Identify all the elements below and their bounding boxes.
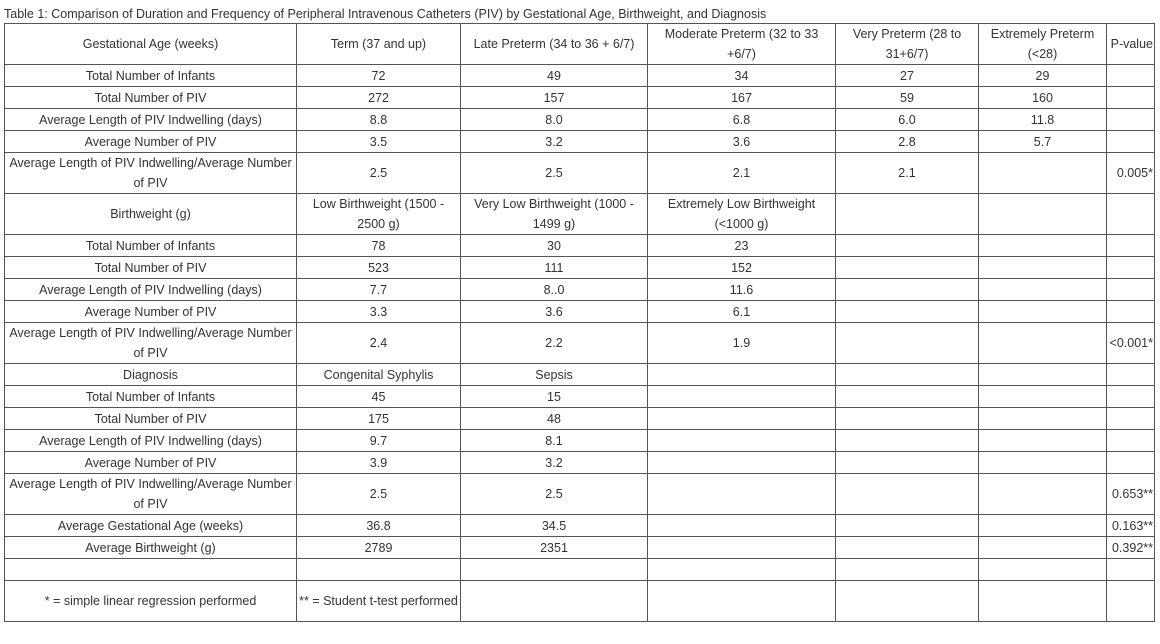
table-cell <box>648 452 836 474</box>
table-cell: Extremely Preterm (<28) <box>979 24 1107 65</box>
table-cell: 5.7 <box>979 131 1107 153</box>
table-row <box>5 194 1155 235</box>
table-cell: 11.6 <box>648 279 836 301</box>
table-cell: 2.5 <box>461 153 648 194</box>
table-row <box>5 581 1155 622</box>
table-cell <box>979 364 1107 386</box>
table-cell: Very Preterm (28 to 31+6/7) <box>836 24 979 65</box>
table-cell <box>648 515 836 537</box>
table-cell: 48 <box>461 408 648 430</box>
table-row <box>5 153 1155 194</box>
table-cell: 3.6 <box>461 301 648 323</box>
table-cell <box>836 194 979 235</box>
table-cell: 7.7 <box>297 279 461 301</box>
table-cell: Sepsis <box>461 364 648 386</box>
table-cell: 6.8 <box>648 109 836 131</box>
table-row <box>5 131 1155 153</box>
table-cell: 2.8 <box>836 131 979 153</box>
table-cell <box>979 386 1107 408</box>
table-row <box>5 301 1155 323</box>
table-cell <box>648 364 836 386</box>
table-cell <box>979 194 1107 235</box>
row-label-cell: * = simple linear regression performed <box>5 581 297 622</box>
p-value-cell: 0.392** <box>1107 537 1155 559</box>
table-cell: 3.6 <box>648 131 836 153</box>
table-cell: 3.5 <box>297 131 461 153</box>
table-body <box>5 24 1155 622</box>
row-label-cell: Average Number of PIV <box>5 131 297 153</box>
table-cell: 23 <box>648 235 836 257</box>
table-cell <box>297 559 461 581</box>
table-cell <box>836 235 979 257</box>
table-cell: 175 <box>297 408 461 430</box>
row-label-cell: Average Length of PIV Indwelling/Average Number of PIV <box>5 323 297 364</box>
table-cell: 3.3 <box>297 301 461 323</box>
table-row <box>5 537 1155 559</box>
table-cell: 3.9 <box>297 452 461 474</box>
table-cell: 78 <box>297 235 461 257</box>
table-cell: 49 <box>461 65 648 87</box>
table-cell: 30 <box>461 235 648 257</box>
table-cell <box>648 537 836 559</box>
table-cell: 6.1 <box>648 301 836 323</box>
table-cell: 2789 <box>297 537 461 559</box>
table-cell <box>836 279 979 301</box>
table-row <box>5 430 1155 452</box>
table-cell: ** = Student t-test performed <box>297 581 461 622</box>
table-cell <box>836 408 979 430</box>
table-cell <box>836 581 979 622</box>
table-cell <box>461 559 648 581</box>
row-label-cell: Average Length of PIV Indwelling/Average Number of PIV <box>5 474 297 515</box>
table-cell <box>836 257 979 279</box>
table-cell <box>836 474 979 515</box>
p-value-cell <box>1107 109 1155 131</box>
table-cell <box>979 452 1107 474</box>
table-cell <box>836 301 979 323</box>
p-value-cell <box>1107 364 1155 386</box>
row-label-cell: Total Number of PIV <box>5 257 297 279</box>
row-label-cell: Gestational Age (weeks) <box>5 24 297 65</box>
table-cell <box>836 559 979 581</box>
p-value-cell <box>1107 235 1155 257</box>
table-cell <box>979 323 1107 364</box>
p-value-cell <box>1107 131 1155 153</box>
row-label-cell: Average Number of PIV <box>5 301 297 323</box>
table-cell: 111 <box>461 257 648 279</box>
table-cell <box>979 279 1107 301</box>
p-value-cell: <0.001* <box>1107 323 1155 364</box>
table-cell: 59 <box>836 87 979 109</box>
table-cell <box>648 386 836 408</box>
table-cell: 8.1 <box>461 430 648 452</box>
table-cell: 2.5 <box>297 474 461 515</box>
row-label-cell: Total Number of Infants <box>5 65 297 87</box>
table-cell: 34.5 <box>461 515 648 537</box>
table-cell <box>836 430 979 452</box>
table-cell <box>979 430 1107 452</box>
table-caption: Table 1: Comparison of Duration and Frequency of Peripheral Intravenous Catheters (PIV) by Gestational Age, Birthweight, and Diagnosis <box>4 7 767 21</box>
table-cell: 8..0 <box>461 279 648 301</box>
table-cell: 9.7 <box>297 430 461 452</box>
row-label-cell: Total Number of PIV <box>5 87 297 109</box>
table-row <box>5 235 1155 257</box>
table-cell: 15 <box>461 386 648 408</box>
table-cell <box>648 559 836 581</box>
table-cell: 2.2 <box>461 323 648 364</box>
table-cell: 2.1 <box>836 153 979 194</box>
table-cell: 8.8 <box>297 109 461 131</box>
table-cell: 152 <box>648 257 836 279</box>
table-cell <box>979 559 1107 581</box>
table-row <box>5 559 1155 581</box>
table-cell <box>648 408 836 430</box>
p-value-cell <box>1107 257 1155 279</box>
table-cell <box>648 581 836 622</box>
table-cell <box>979 235 1107 257</box>
p-value-cell: 0.653** <box>1107 474 1155 515</box>
table-row <box>5 65 1155 87</box>
table-row <box>5 515 1155 537</box>
table-cell <box>836 386 979 408</box>
p-value-cell: P-value <box>1107 24 1155 65</box>
table-row <box>5 24 1155 65</box>
row-label-cell: Average Length of PIV Indwelling (days) <box>5 279 297 301</box>
table-cell: Late Preterm (34 to 36 + 6/7) <box>461 24 648 65</box>
row-label-cell: Diagnosis <box>5 364 297 386</box>
row-label-cell: Total Number of Infants <box>5 386 297 408</box>
table-cell: 3.2 <box>461 131 648 153</box>
table-cell: 167 <box>648 87 836 109</box>
p-value-cell <box>1107 279 1155 301</box>
table-cell: 1.9 <box>648 323 836 364</box>
p-value-cell <box>1107 452 1155 474</box>
table-cell <box>979 257 1107 279</box>
table-cell: 72 <box>297 65 461 87</box>
table-cell: 6.0 <box>836 109 979 131</box>
p-value-cell <box>1107 87 1155 109</box>
table-cell: 157 <box>461 87 648 109</box>
row-label-cell: Average Length of PIV Indwelling (days) <box>5 430 297 452</box>
table-cell: 2.5 <box>297 153 461 194</box>
row-label-cell: Average Length of PIV Indwelling (days) <box>5 109 297 131</box>
table-cell: 2351 <box>461 537 648 559</box>
row-label-cell: Average Gestational Age (weeks) <box>5 515 297 537</box>
table-row <box>5 364 1155 386</box>
table-cell: Moderate Preterm (32 to 33 +6/7) <box>648 24 836 65</box>
p-value-cell: 0.163** <box>1107 515 1155 537</box>
table-row <box>5 452 1155 474</box>
table-cell: 29 <box>979 65 1107 87</box>
piv-comparison-table <box>4 23 1155 622</box>
table-cell <box>979 537 1107 559</box>
row-label-cell: Average Birthweight (g) <box>5 537 297 559</box>
table-row <box>5 109 1155 131</box>
table-cell <box>979 581 1107 622</box>
row-label-cell: Birthweight (g) <box>5 194 297 235</box>
table-cell: 2.1 <box>648 153 836 194</box>
table-cell: Low Birthweight (1500 - 2500 g) <box>297 194 461 235</box>
table-cell: 27 <box>836 65 979 87</box>
table-cell <box>836 364 979 386</box>
table-cell <box>979 474 1107 515</box>
row-label-cell <box>5 559 297 581</box>
p-value-cell <box>1107 559 1155 581</box>
p-value-cell <box>1107 430 1155 452</box>
row-label-cell: Average Number of PIV <box>5 452 297 474</box>
table-cell <box>836 515 979 537</box>
table-cell <box>979 515 1107 537</box>
table-cell: 2.4 <box>297 323 461 364</box>
p-value-cell <box>1107 194 1155 235</box>
table-row <box>5 279 1155 301</box>
p-value-cell <box>1107 408 1155 430</box>
p-value-cell <box>1107 301 1155 323</box>
table-cell: 272 <box>297 87 461 109</box>
table-row <box>5 87 1155 109</box>
table-row <box>5 323 1155 364</box>
table-cell: Congenital Syphylis <box>297 364 461 386</box>
table-cell: Extremely Low Birthweight (<1000 g) <box>648 194 836 235</box>
table-cell <box>648 474 836 515</box>
table-cell: 34 <box>648 65 836 87</box>
table-cell <box>979 408 1107 430</box>
p-value-cell <box>1107 65 1155 87</box>
row-label-cell: Total Number of Infants <box>5 235 297 257</box>
p-value-cell <box>1107 581 1155 622</box>
table-cell <box>836 452 979 474</box>
table-cell <box>979 301 1107 323</box>
table-cell: 11.8 <box>979 109 1107 131</box>
table-cell: Very Low Birthweight (1000 - 1499 g) <box>461 194 648 235</box>
p-value-cell: 0.005* <box>1107 153 1155 194</box>
table-cell: 8.0 <box>461 109 648 131</box>
row-label-cell: Total Number of PIV <box>5 408 297 430</box>
table-cell: Term (37 and up) <box>297 24 461 65</box>
table-row <box>5 474 1155 515</box>
table-cell: 3.2 <box>461 452 648 474</box>
table-cell <box>836 537 979 559</box>
p-value-cell <box>1107 386 1155 408</box>
table-cell <box>979 153 1107 194</box>
table-row <box>5 408 1155 430</box>
table-cell <box>461 581 648 622</box>
table-cell <box>648 430 836 452</box>
table-row <box>5 257 1155 279</box>
table-cell: 45 <box>297 386 461 408</box>
table-cell: 523 <box>297 257 461 279</box>
table-cell: 160 <box>979 87 1107 109</box>
table-row <box>5 386 1155 408</box>
row-label-cell: Average Length of PIV Indwelling/Average Number of PIV <box>5 153 297 194</box>
table-cell <box>836 323 979 364</box>
table-cell: 2.5 <box>461 474 648 515</box>
table-cell: 36.8 <box>297 515 461 537</box>
